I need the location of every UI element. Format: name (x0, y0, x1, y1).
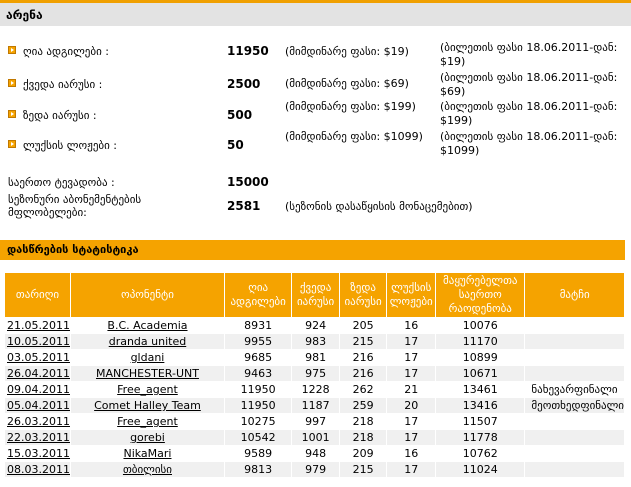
date-link[interactable]: 09.04.2011 (7, 383, 70, 396)
lux-boxes: 16 (387, 446, 435, 461)
future-price: (ბილეთის ფასი 18.06.2011-დან: $69) (440, 71, 618, 98)
open-seats: 11950 (225, 382, 291, 397)
seating-label: ქვედა იარუსი : (23, 78, 103, 91)
table-header-row (5, 273, 624, 317)
col-opponent: ოპონენტი (71, 273, 224, 317)
match-type (525, 414, 624, 429)
total-attendance: 11170 (436, 334, 524, 349)
col-date: თარიღი (5, 273, 70, 317)
total-attendance: 13461 (436, 382, 524, 397)
seating-label: ზედა იარუსი : (23, 109, 97, 122)
current-price: (მიმდინარე ფასი: $1099) (285, 130, 423, 143)
lux-boxes: 17 (387, 350, 435, 365)
lux-boxes: 21 (387, 382, 435, 397)
col-lux: ლუქსის ლოჟები (387, 273, 435, 317)
total-attendance: 10899 (436, 350, 524, 365)
date-link[interactable]: 10.05.2011 (7, 335, 70, 348)
bullet-icon (8, 79, 16, 87)
match-type (525, 430, 624, 445)
lux-boxes: 16 (387, 318, 435, 333)
future-price: (ბილეთის ფასი 18.06.2011-დან: $1099) (440, 130, 618, 157)
bullet-icon (8, 46, 16, 54)
opponent-link[interactable]: Free_agent (71, 414, 224, 429)
table-row (5, 398, 624, 413)
lux-boxes: 17 (387, 414, 435, 429)
opponent-link[interactable]: MANCHESTER-UNT (71, 366, 224, 381)
date-link[interactable]: 21.05.2011 (7, 319, 70, 332)
current-price: (მიმდინარე ფასი: $19) (285, 45, 409, 58)
lux-boxes: 17 (387, 462, 435, 477)
attendance-stats-header (0, 240, 625, 260)
total-attendance: 11507 (436, 414, 524, 429)
lux-boxes: 20 (387, 398, 435, 413)
future-price: (ბილეთის ფასი 18.06.2011-დან: $19) (440, 41, 618, 68)
bullet-icon (8, 140, 16, 148)
lower-tier: 975 (292, 366, 339, 381)
col-total: მაყურებელთა საერთო რაოდენობა (436, 273, 524, 317)
lower-tier: 983 (292, 334, 339, 349)
total-attendance: 10076 (436, 318, 524, 333)
open-seats: 11950 (225, 398, 291, 413)
match-type (525, 446, 624, 461)
match-type (525, 334, 624, 349)
table-row (5, 446, 624, 461)
lower-tier: 981 (292, 350, 339, 365)
date-link[interactable]: 08.03.2011 (7, 463, 70, 476)
lower-tier: 1187 (292, 398, 339, 413)
date-link[interactable]: 03.05.2011 (7, 351, 70, 364)
table-row (5, 334, 624, 349)
table-row (5, 430, 624, 445)
lower-tier: 1228 (292, 382, 339, 397)
date-link[interactable]: 26.04.2011 (7, 367, 70, 380)
open-seats: 9463 (225, 366, 291, 381)
date-link[interactable]: 26.03.2011 (7, 415, 70, 428)
match-type (525, 366, 624, 381)
match-type: მეოთხედფინალი (525, 398, 624, 413)
col-upper: ზედა იარუსი (340, 273, 387, 317)
season-ticket-label: სეზონური აბონემენტების მფლობელები: (8, 193, 142, 219)
lux-boxes: 17 (387, 366, 435, 381)
upper-tier: 205 (340, 318, 387, 333)
total-attendance: 13416 (436, 398, 524, 413)
upper-tier: 216 (340, 366, 387, 381)
lower-tier: 997 (292, 414, 339, 429)
total-label: საერთო ტევადობა : (8, 176, 115, 189)
match-type (525, 318, 624, 333)
attendance-table (4, 272, 625, 478)
table-row (5, 462, 624, 477)
match-type (525, 350, 624, 365)
opponent-link[interactable]: dranda united (71, 334, 224, 349)
total-attendance: 10762 (436, 446, 524, 461)
opponent-link[interactable]: gorebi (71, 430, 224, 445)
seating-value: 50 (227, 138, 244, 152)
season-ticket-note: (სეზონის დასაწყისის მონაცემებით) (285, 200, 473, 213)
lower-tier: 948 (292, 446, 339, 461)
opponent-link[interactable]: NikaMari (71, 446, 224, 461)
total-attendance: 11024 (436, 462, 524, 477)
col-open: ღია ადგილები (225, 273, 291, 317)
upper-tier: 215 (340, 334, 387, 349)
lower-tier: 1001 (292, 430, 339, 445)
open-seats: 10275 (225, 414, 291, 429)
table-row (5, 318, 624, 333)
open-seats: 8931 (225, 318, 291, 333)
future-price: (ბილეთის ფასი 18.06.2011-დან: $199) (440, 100, 618, 127)
current-price: (მიმდინარე ფასი: $199) (285, 100, 416, 113)
opponent-link[interactable]: Comet Halley Team (71, 398, 224, 413)
date-link[interactable]: 15.03.2011 (7, 447, 70, 460)
open-seats: 10542 (225, 430, 291, 445)
upper-tier: 209 (340, 446, 387, 461)
total-attendance: 11778 (436, 430, 524, 445)
upper-tier: 259 (340, 398, 387, 413)
lux-boxes: 17 (387, 430, 435, 445)
seating-value: 500 (227, 108, 253, 122)
open-seats: 9813 (225, 462, 291, 477)
table-row (5, 350, 624, 365)
lower-tier: 979 (292, 462, 339, 477)
opponent-link[interactable]: B.C. Academia (71, 318, 224, 333)
table-row (5, 414, 624, 429)
date-link[interactable]: 05.04.2011 (7, 399, 70, 412)
seating-value: 11950 (227, 44, 269, 58)
opponent-link[interactable]: gldani (71, 350, 224, 365)
col-lower: ქვედა იარუსი (292, 273, 339, 317)
upper-tier: 218 (340, 414, 387, 429)
season-ticket-value: 2581 (227, 199, 261, 213)
match-type (525, 462, 624, 477)
table-row (5, 366, 624, 381)
col-match: მატჩი (525, 273, 624, 317)
lux-boxes: 17 (387, 334, 435, 349)
upper-tier: 218 (340, 430, 387, 445)
lower-tier: 924 (292, 318, 339, 333)
arena-header (0, 0, 631, 26)
date-link[interactable]: 22.03.2011 (7, 431, 70, 444)
upper-tier: 262 (340, 382, 387, 397)
table-row (5, 382, 624, 397)
opponent-link[interactable]: თბილისი (71, 462, 224, 477)
total-value: 15000 (227, 175, 269, 189)
seating-label: ღია ადგილები : (23, 45, 109, 58)
current-price: (მიმდინარე ფასი: $69) (285, 77, 409, 90)
bullet-icon (8, 110, 16, 118)
stats-title: დასწრების სტატისტიკა (7, 243, 139, 256)
seating-label: ლუქსის ლოჟები : (23, 139, 118, 152)
open-seats: 9589 (225, 446, 291, 461)
upper-tier: 215 (340, 462, 387, 477)
seating-value: 2500 (227, 77, 261, 91)
upper-tier: 216 (340, 350, 387, 365)
match-type: ნახევარფინალი (525, 382, 624, 397)
total-attendance: 10671 (436, 366, 524, 381)
page-title: არენა (6, 8, 43, 22)
opponent-link[interactable]: Free_agent (71, 382, 224, 397)
open-seats: 9685 (225, 350, 291, 365)
open-seats: 9955 (225, 334, 291, 349)
